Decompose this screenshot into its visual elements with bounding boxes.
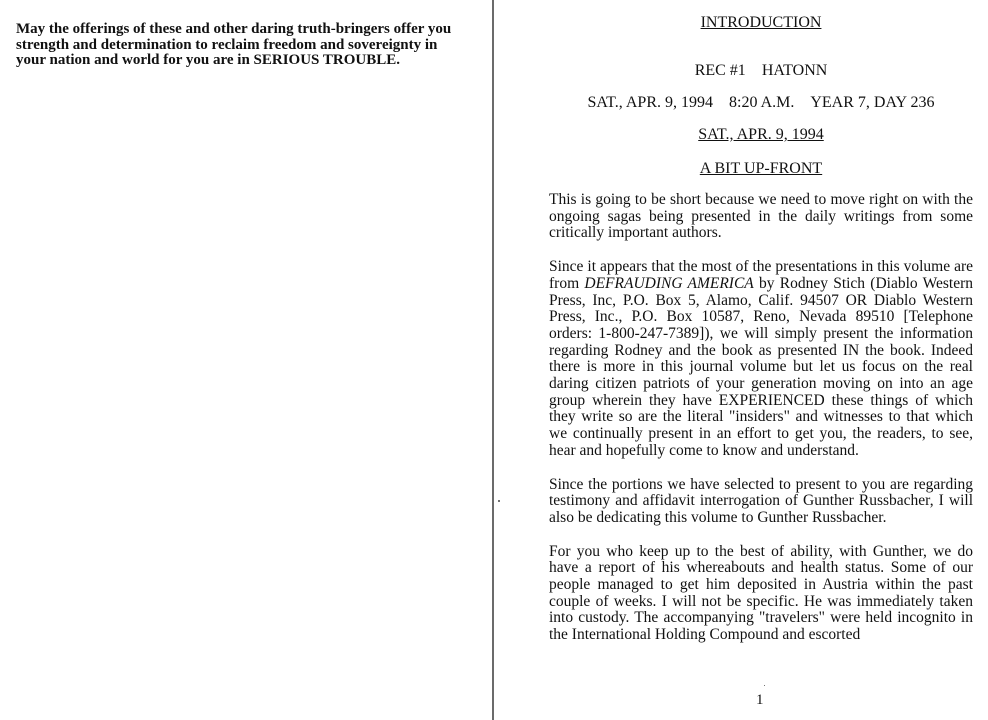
paragraph-1: This is going to be short because we need to move right on with the ongoing sagas being presented in the daily writings from some critically important authors. — [549, 191, 973, 242]
body-text — [549, 192, 973, 661]
book-title: DEFRAUDING AMERICA — [584, 274, 754, 292]
date-line — [534, 94, 988, 112]
date-underlined: SAT., APR. 9, 1994 — [698, 126, 824, 143]
paragraph-2 — [549, 259, 973, 459]
paragraph-2-rest: by Rodney Stich (Diablo Western Press, Inc, P.O. Box 5, Alamo, Calif. 94507 OR Diablo Western Press, Inc., P.O. Box 10587, Reno, Nevada 89510 [Telephone orders: 1-800-247-7389]), we will simply present the information regarding Rodney and the book as presented IN the book. Indeed there is more in this journal volume but let us focus on the real daring citizen patriots of your generation moving on into an age group wherein they have EXPERIENCED these things of which they write so are the literal "insiders" and witnesses to that which we continually present in an effort to get you, the readers, to see, hear and hopefully come to know and understand. — [549, 274, 973, 459]
rec-label: REC #1 — [694, 62, 746, 79]
record-line — [534, 62, 988, 80]
scan-speck — [764, 685, 765, 686]
paragraph-2-start: Since it appears that the most of the presentations in this volume are from — [549, 258, 973, 292]
heading-introduction: INTRODUCTION — [700, 14, 822, 31]
section-heading — [534, 14, 988, 32]
paragraph-4: For you who keep up to the best of ability, with Gunther, we do have a report of his whereabouts and health status. Some of our people managed to get him deposited in Austria within the past couple of weeks. I will not be specific. He was immediately taken into custody. The accompanying "travelers" were held incognito in the International Holding Compound and escorted — [549, 542, 973, 644]
subheading-line — [534, 160, 988, 178]
date-underlined-line — [534, 126, 988, 144]
rec-author: HATONN — [761, 62, 828, 79]
date-value: SAT., APR. 9, 1994 — [587, 94, 713, 111]
dedication-text: May the offerings of these and other daring truth-bringers offer you strength and determination to reclaim freedom and sovereignty in your nation and world for you are in SERIOUS TROUBLE. — [16, 21, 452, 68]
subheading: A BIT UP-FRONT — [699, 160, 823, 177]
left-page — [0, 0, 492, 720]
page-number: 1 — [756, 692, 764, 708]
time-value: 8:20 A.M. — [729, 94, 795, 111]
year-day-value: YEAR 7, DAY 236 — [810, 94, 935, 111]
right-page — [494, 0, 988, 720]
paragraph-3: Since the portions we have selected to present to you are regarding testimony and affidavit interrogation of Gunther Russbacher, I will also be dedicating this volume to Gunther Russbacher. — [549, 475, 973, 526]
scan-speck — [498, 500, 500, 502]
